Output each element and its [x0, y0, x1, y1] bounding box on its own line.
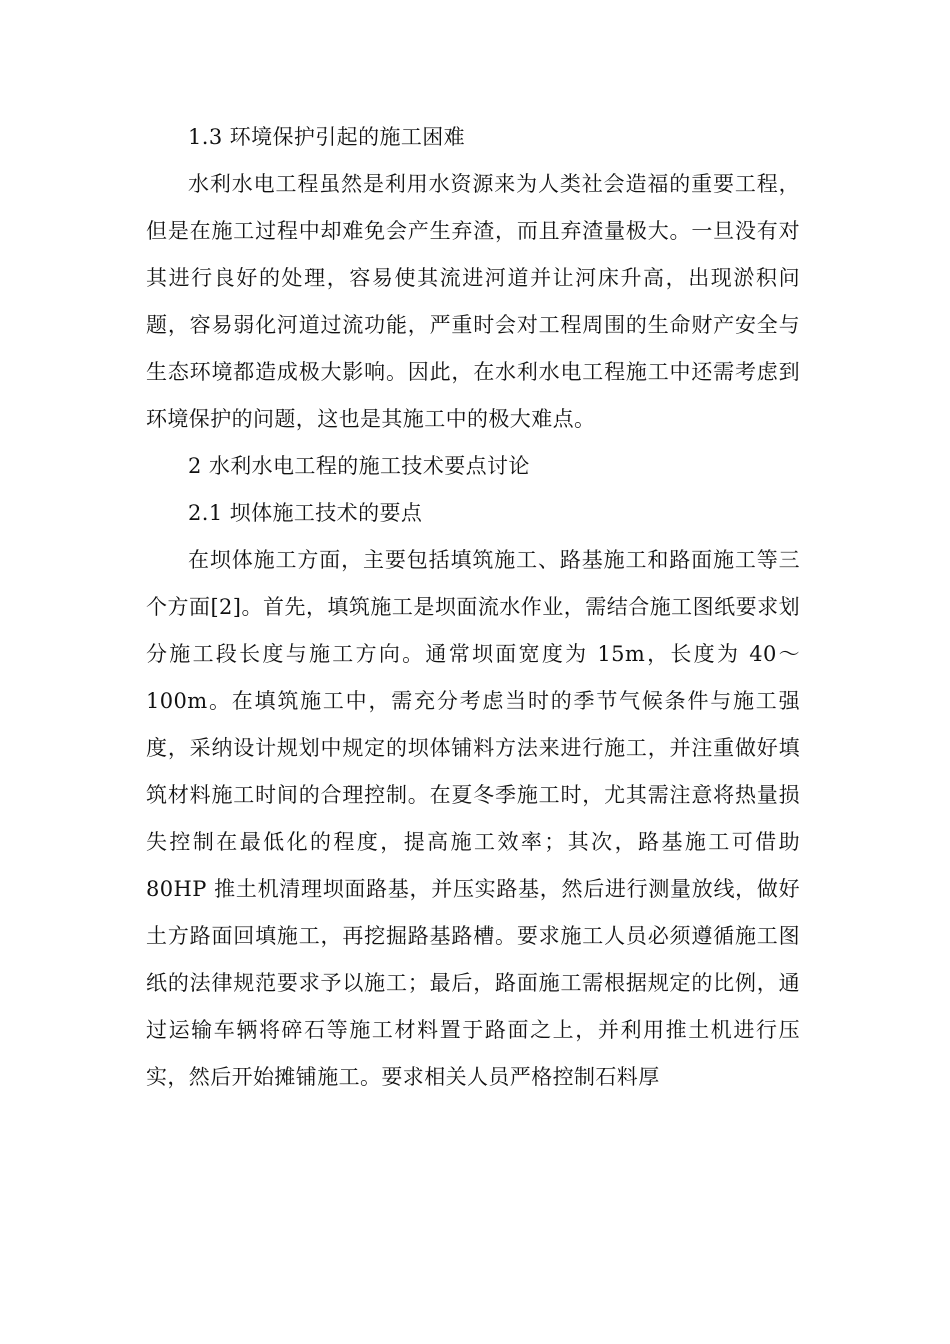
section-heading-2-1: 2.1 坝体施工技术的要点 [188, 501, 423, 525]
document-body [146, 114, 800, 1101]
section-heading-1-3: 1.3 环境保护引起的施工困难 [188, 125, 466, 149]
paragraph-dam-construction: 在坝体施工方面，主要包括填筑施工、路基施工和路面施工等三个方面[2]。首先，填筑施工是坝面流水作业，需结合施工图纸要求划分施工段长度与施工方向。通常坝面宽度为 15m，长度为 40～100m。在填筑施工中，需充分考虑当时的季节气候条件与施工强度，采纳设计规划中规定的坝体铺料方法来进行施工，并注重做好填筑材料施工时间的合理控制。在夏冬季施工时，尤其需注意将热量损失控制在最低化的程度，提高施工效率；其次，路基施工可借助 80HP 推土机清理坝面路基，并压实路基，然后进行测量放线，做好土方路面回填施工，再挖掘路基路槽。要求施工人员必须遵循施工图纸的法律规范要求予以施工；最后，路面施工需根据规定的比例，通过运输车辆将碎石等施工材料置于路面之上，并利用推土机进行压实，然后开始摊铺施工。要求相关人员严格控制石料厚 [146, 548, 800, 1089]
section-heading-2: 2 水利水电工程的施工技术要点讨论 [188, 454, 530, 478]
paragraph-environment: 水利水电工程虽然是利用水资源来为人类社会造福的重要工程，但是在施工过程中却难免会产生弃渣，而且弃渣量极大。一旦没有对其进行良好的处理，容易使其流进河道并让河床升高，出现淤积问题，容易弱化河道过流功能，严重时会对工程周围的生命财产安全与生态环境都造成极大影响。因此，在水利水电工程施工中还需考虑到环境保护的问题，这也是其施工中的极大难点。 [146, 172, 800, 431]
